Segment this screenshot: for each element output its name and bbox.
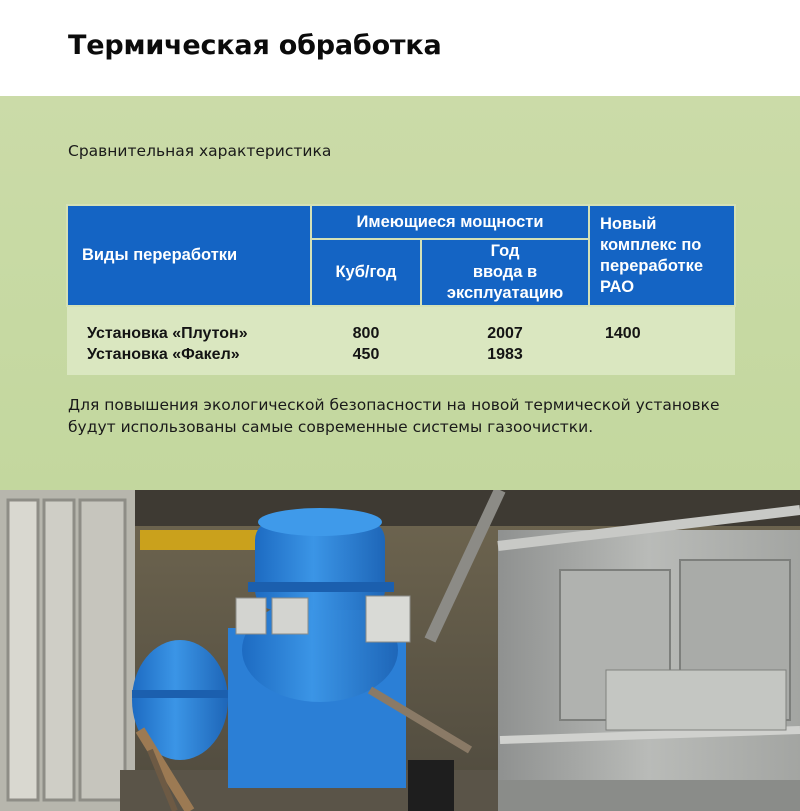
yellow-beam [140, 530, 260, 550]
glass-panel [44, 500, 74, 800]
header-new-line: РАО [600, 277, 635, 296]
row-name: Установка «Плутон» [87, 325, 248, 342]
glass-panel [8, 500, 38, 800]
table-row [67, 306, 735, 375]
header-new-complex [589, 205, 735, 306]
comparison-table [66, 204, 736, 375]
header-year-line: Год [490, 242, 520, 260]
note-text: Для повышения экологической безопасности на новой термической установке будут использованы самые современные системы газоочистки. [68, 396, 720, 436]
furnace-base [498, 780, 800, 811]
reactor-lid [258, 508, 382, 536]
row-volume: 450 [352, 346, 380, 363]
header-new-line: переработке [600, 256, 704, 275]
control-box [366, 596, 410, 642]
cell-new-complex [589, 306, 735, 375]
header-volume: Куб/год [311, 239, 421, 306]
control-box [236, 598, 266, 634]
row-year: 1983 [487, 346, 523, 363]
header [0, 0, 800, 96]
header-kind: Виды переработки [67, 205, 311, 306]
plant-photo [0, 490, 800, 811]
control-box [272, 598, 308, 634]
cell-installations [67, 306, 311, 375]
furnace-window [606, 670, 786, 730]
page-title: Термическая обработка [68, 30, 442, 61]
vessel-flange [132, 690, 228, 698]
bucket [408, 760, 454, 811]
new-complex-value: 1400 [605, 325, 641, 342]
cell-years [421, 306, 589, 375]
row-name: Установка «Факел» [87, 346, 240, 363]
row-volume: 800 [352, 325, 380, 342]
header-year [421, 239, 589, 306]
table-caption: Сравнительная характеристика [68, 142, 332, 160]
header-new-line: Новый [600, 214, 657, 233]
glass-panel [80, 500, 125, 800]
cell-volumes [311, 306, 421, 375]
header-year-line: эксплуатацию [446, 284, 564, 302]
header-year-line: ввода в [472, 263, 538, 281]
header-new-line: комплекс по [600, 235, 702, 254]
header-existing-capacity: Имеющиеся мощности [311, 205, 589, 239]
reactor-flange [248, 582, 394, 592]
row-year: 2007 [487, 325, 523, 342]
